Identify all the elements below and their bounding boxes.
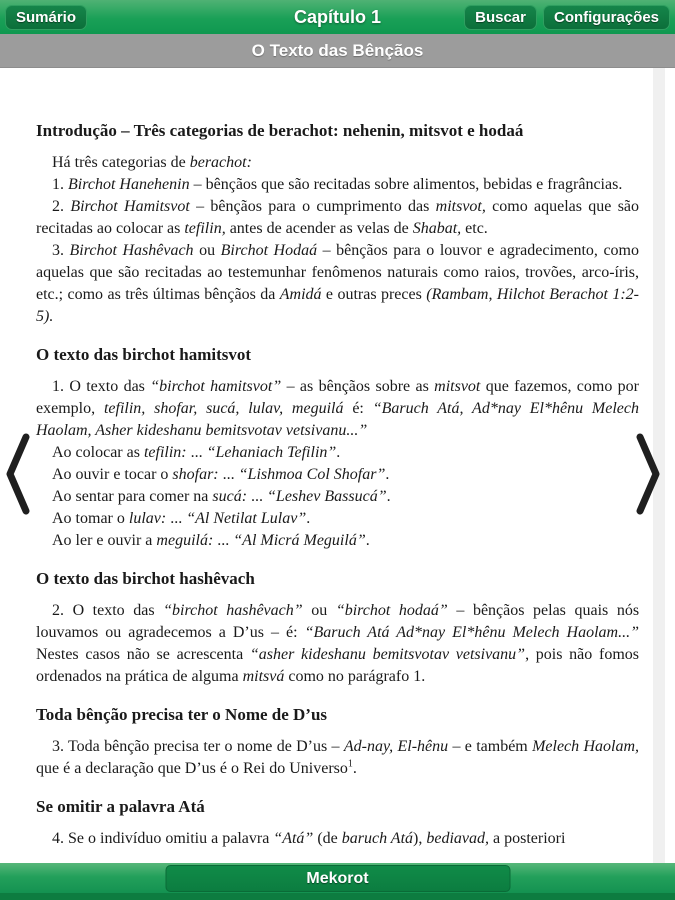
paragraph: Há três categorias de berachot: <box>52 154 252 171</box>
paragraph: Ao ler e ouvir a meguilá: ... “Al Micrá Meguilá”. <box>52 532 370 549</box>
paragraph: 3. Toda bênção precisa ter o nome de D’us – Ad-nay, El-hênu – e também Melech Haolam, que é a declaração que D’us é o Rei do Universo$^1$. <box>36 738 640 777</box>
paragraph: Ao sentar para comer na sucá: ... “Leshev Bassucá”. <box>52 488 391 505</box>
prev-page-button[interactable] <box>3 430 37 518</box>
search-button[interactable]: Buscar <box>464 5 537 30</box>
paragraph: 4. Se o indivíduo omitiu a palavra “Atá” (de baruch Atá), bediavad, a posteriori <box>52 830 566 847</box>
mekorot-button[interactable]: Mekorot <box>165 865 510 892</box>
paragraph: Ao ouvir e tocar o shofar: ... “Lishmoa Col Shofar”. <box>52 466 390 483</box>
section-heading: Toda bênção precisa ter o Nome de D’us <box>36 705 328 724</box>
chevron-left-icon <box>3 431 37 517</box>
section-heading: O texto das birchot hashêvach <box>36 569 255 588</box>
chapter-title: Capítulo 1 <box>293 6 381 27</box>
chevron-right-icon <box>633 431 667 517</box>
document-section <box>36 568 639 688</box>
paragraph: Ao colocar as tefilin: ... “Lehaniach Tefilin”. <box>52 444 341 461</box>
section-subtitle-bar <box>0 34 675 68</box>
paragraph: 2. O texto das “birchot hashêvach” ou “birchot hodaá” – bênçãos pelas quais nós louvamos ou agradecemos a D’us – é: “Baruch Atá Ad*nay El*hênu Melech Haolam...” Nestes casos não se acrescenta “asher kideshanu bemitsvotav vetsivanu”, pois não fomos ordenados na prática de alguma mitsvá como no parágrafo 1. <box>36 602 640 685</box>
paragraph: 1. O texto das “birchot hamitsvot” – as bênçãos sobre as mitsvot que fazemos, como por exemplo, tefilin, shofar, sucá, lulav, meguilá é: “Baruch Atá, Ad*nay El*hênu Melech Haolam, Asher kideshanu bemitsvotav vetsivanu...” <box>36 378 640 439</box>
summary-button[interactable]: Sumário <box>5 5 87 30</box>
paragraph: 2. Birchot Hamitsvot – bênçãos para o cumprimento das mitsvot, como aquelas que são recitadas ao colocar as tefilin, antes de acender as velas de Shabat, etc. <box>36 198 640 237</box>
document-body <box>36 120 639 850</box>
section-heading: O texto das birchot hamitsvot <box>36 345 252 364</box>
next-page-button[interactable] <box>633 430 667 518</box>
top-bar <box>0 0 675 34</box>
document-section <box>36 344 639 552</box>
document-section <box>36 120 639 328</box>
top-bar-right-group <box>464 5 670 30</box>
subtitle-text: O Texto das Bênçãos <box>251 40 424 60</box>
settings-button[interactable]: Configurações <box>543 5 670 30</box>
document-page <box>0 68 675 900</box>
document-section <box>36 796 639 850</box>
paragraph: 3. Birchot Hashêvach ou Birchot Hodaá – bênçãos para o louvor e agradecimento, como aquelas que são recitadas ao testemunhar fenômenos naturais como raios, trovões, arco-íris, etc.; como as três últimas bênçãos da Amidá e outras preces (Rambam, Hilchot Berachot 1:2-5). <box>36 242 640 325</box>
section-heading: Introdução – Três categorias de berachot: nehenin, mitsvot e hodaá <box>36 121 524 140</box>
paragraph: 1. Birchot Hanehenin – bênçãos que são recitadas sobre alimentos, bebidas e fragrâncias. <box>52 176 623 193</box>
bottom-bar <box>0 863 675 900</box>
document-section <box>36 704 639 780</box>
paragraph: Ao tomar o lulav: ... “Al Netilat Lulav”. <box>52 510 311 527</box>
section-heading: Se omitir a palavra Atá <box>36 797 205 816</box>
